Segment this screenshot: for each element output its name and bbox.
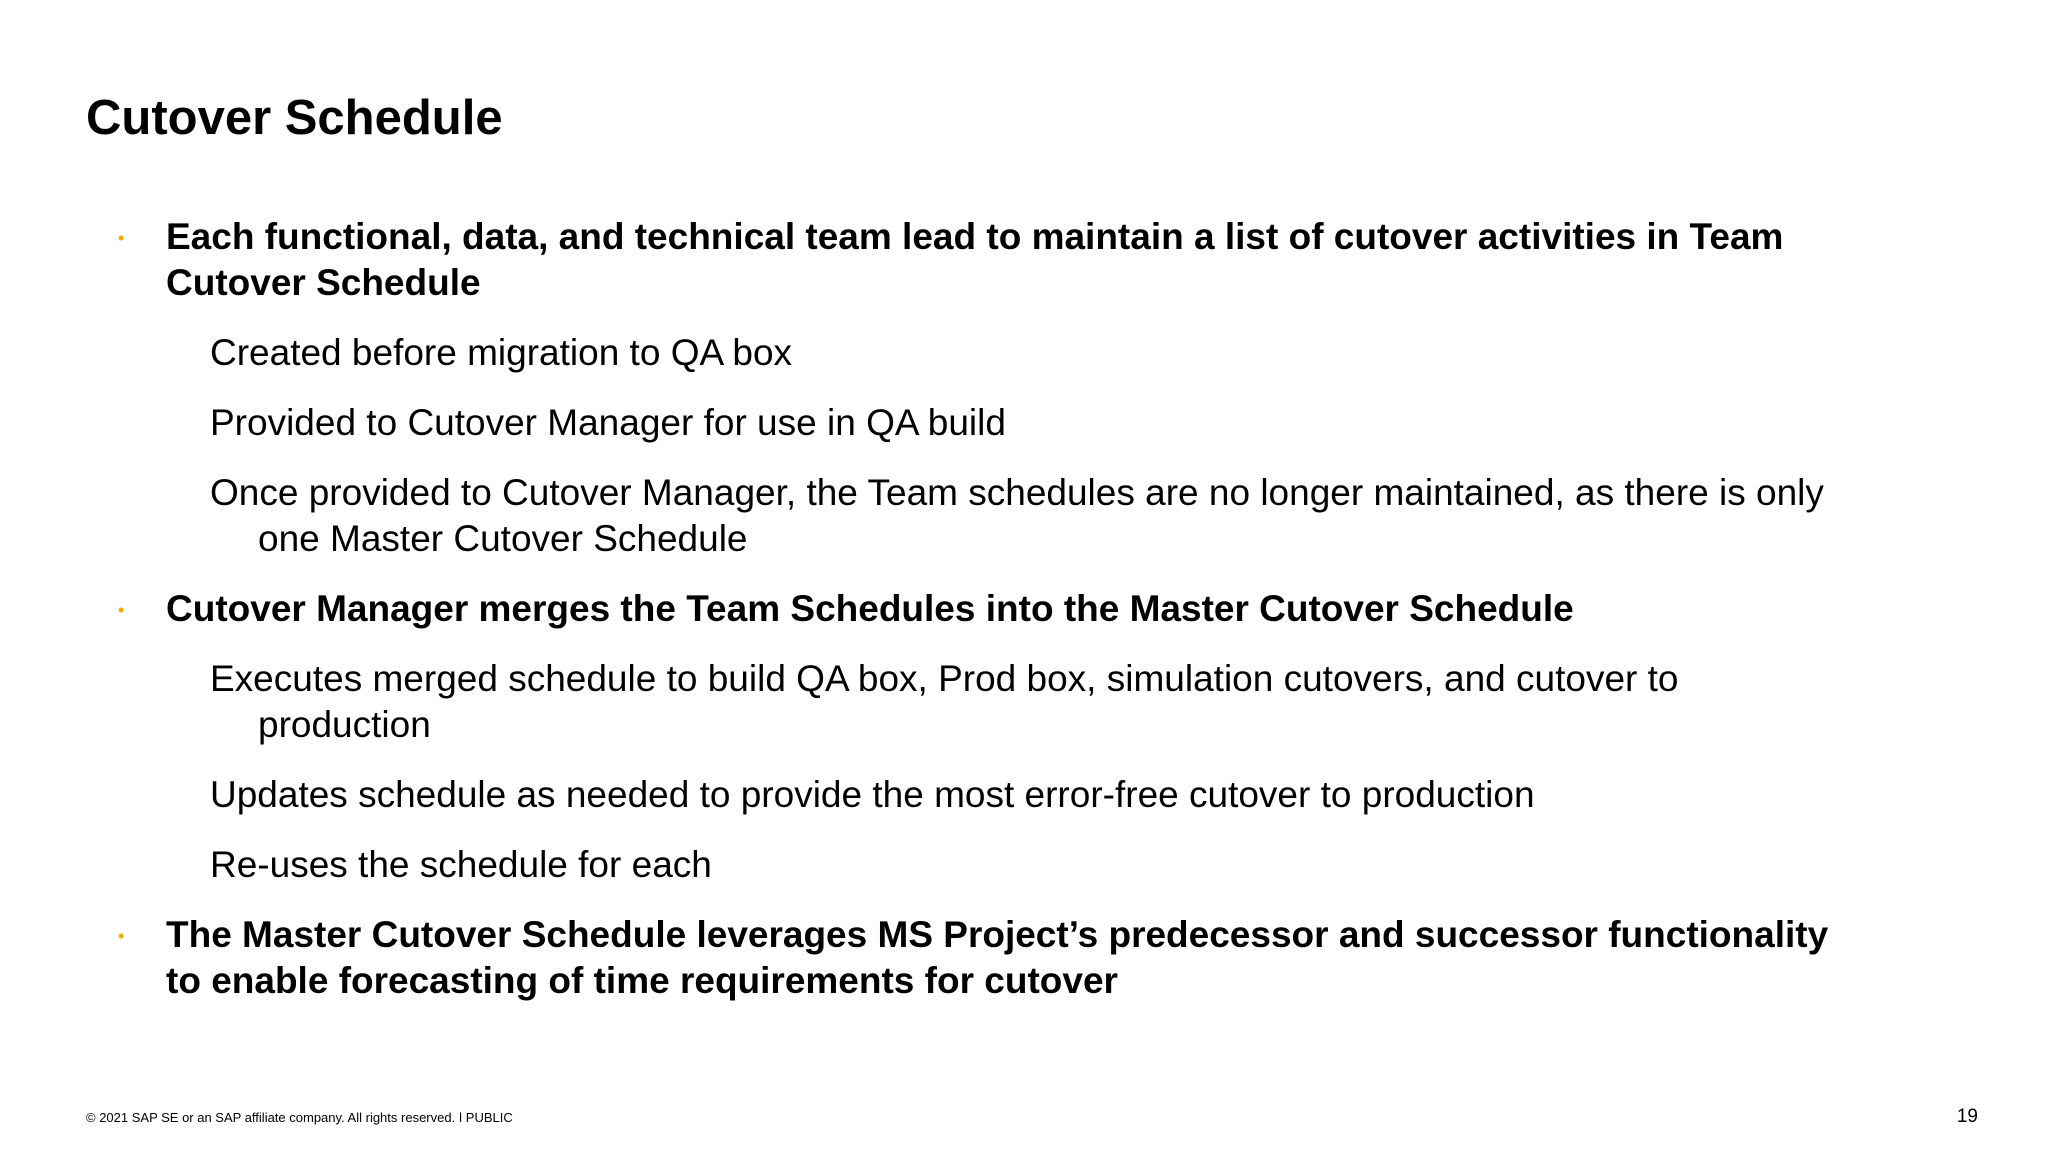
sub-item <box>210 470 1930 562</box>
bullet-text-line: Cutover Schedule <box>166 262 481 303</box>
bullet-marker: • <box>118 926 125 946</box>
sub-item-text: Re-uses the schedule for each <box>210 844 712 885</box>
sub-item <box>210 330 1930 376</box>
sub-item <box>210 400 1930 446</box>
bullet-text-line: to enable forecasting of time requirements for cutover <box>166 960 1118 1001</box>
sub-item <box>210 842 1930 888</box>
bullet-text-line: The Master Cutover Schedule leverages MS Project’s predecessor and successor functionality <box>166 914 1829 955</box>
bullet-marker: • <box>118 228 125 248</box>
footer-copyright: © 2021 SAP SE or an SAP affiliate company. All rights reserved. ǀ PUBLIC <box>86 1110 513 1125</box>
bullet-text-line: Each functional, data, and technical team lead to maintain a list of cutover activities in Team <box>166 216 1784 257</box>
sub-item-text-continuation: one Master Cutover Schedule <box>258 518 748 559</box>
bullet-text-line: Cutover Manager merges the Team Schedules into the Master Cutover Schedule <box>166 588 1574 629</box>
bullet-item <box>166 214 1926 306</box>
page-number: 19 <box>1956 1106 1978 1127</box>
sub-item-text-continuation: production <box>258 704 431 745</box>
sub-item <box>210 772 1930 818</box>
bullet-item <box>166 586 1926 632</box>
sub-item-text: Once provided to Cutover Manager, the Team schedules are no longer maintained, as there is only <box>210 472 1824 513</box>
sub-item-text: Created before migration to QA box <box>210 332 793 373</box>
sub-item-text: Updates schedule as needed to provide the most error-free cutover to production <box>210 774 1535 815</box>
sub-item-text: Provided to Cutover Manager for use in QA build <box>210 402 1006 443</box>
slide-title: Cutover Schedule <box>86 91 503 145</box>
sub-item-text: Executes merged schedule to build QA box, Prod box, simulation cutovers, and cutover to <box>210 658 1679 699</box>
bullet-marker: • <box>118 600 125 620</box>
bullet-item <box>166 912 1926 1004</box>
sub-item <box>210 656 1930 748</box>
